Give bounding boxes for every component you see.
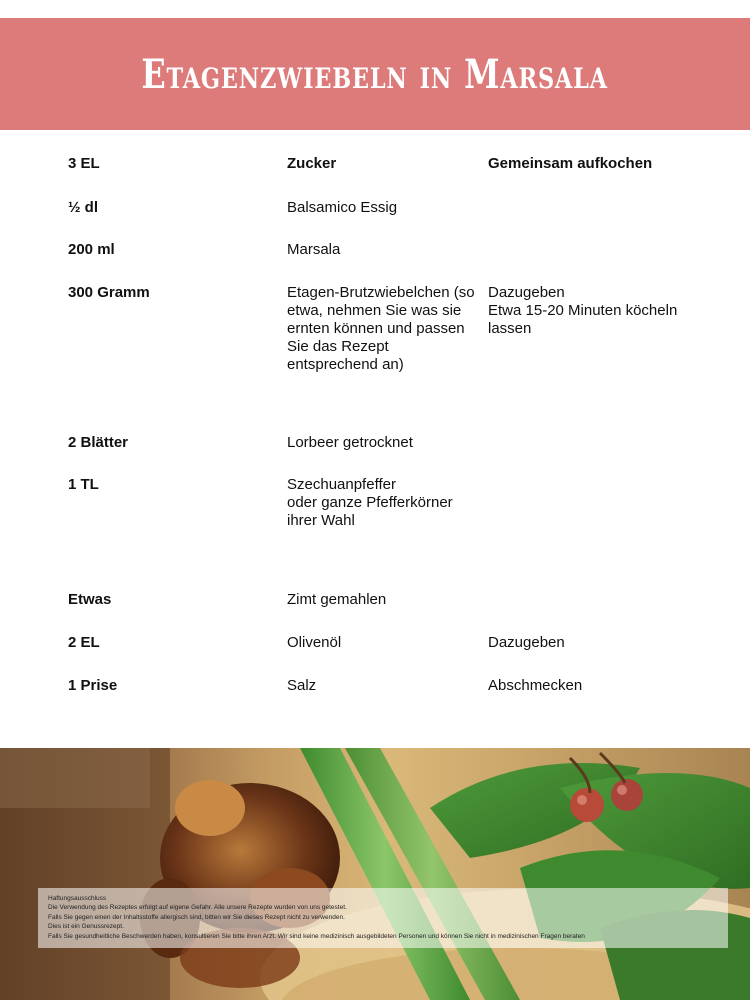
disclaimer-line: Die Verwendung des Rezeptes erfolgt auf eigene Gefahr. Alle unsere Rezepte wurden von uns getestet. (48, 904, 347, 912)
ingredient-amount: 2 Blätter (68, 434, 129, 451)
top-strip (0, 0, 750, 18)
ingredient-name: Lorbeer getrocknet (287, 434, 413, 451)
ingredient-name: Olivenöl (287, 634, 342, 651)
disclaimer-box (38, 888, 728, 948)
ingredient-amount: Etwas (68, 591, 112, 608)
ingredient-name: Marsala (287, 241, 341, 258)
ingredient-amount: 3 EL (68, 155, 100, 172)
ingredient-note: Abschmecken (488, 677, 583, 694)
ingredient-amount: 200 ml (68, 241, 115, 258)
ingredient-name: Balsamico Essig (287, 199, 398, 216)
disclaimer-heading: Haftungsausschluss (48, 895, 107, 902)
ingredient-note: Dazugeben (488, 634, 565, 651)
ingredient-name: Zimt gemahlen (287, 591, 387, 608)
ingredient-amount: 1 TL (68, 476, 99, 493)
ingredient-note: Gemeinsam aufkochen (488, 155, 653, 172)
recipe-title: Etagenzwiebeln in Marsala (141, 50, 609, 98)
ingredient-name: Zucker (287, 155, 337, 172)
ingredient-amount: 300 Gramm (68, 284, 150, 301)
ingredient-name: Etagen-Brutzwiebelchen (so etwa, nehmen Sie was sie ernten können und passen Sie das Rezept entsprechend an) (287, 284, 475, 373)
ingredient-name: Salz (287, 677, 317, 694)
food-photo (0, 748, 750, 1000)
ingredient-amount: 1 Prise (68, 677, 118, 694)
ingredient-note: Dazugeben Etwa 15-20 Minuten köcheln lassen (488, 284, 678, 337)
disclaimer-line: Falls Sie gegen einen der Inhaltsstoffe allergisch sind, bitten wir Sie dieses Rezept nicht zu verwenden. (48, 913, 345, 921)
title-band (0, 18, 750, 130)
ingredient-amount: 2 EL (68, 634, 100, 651)
disclaimer-line: Falls Sie gesundheitliche Beschwerden haben, konsultieren Sie bitte ihren Arzt. Wir sind keine medizinisch ausgebildeten Personen und können Sie nicht in medizinischen Fragen beraten (48, 932, 585, 940)
disclaimer-line: Dies ist ein Genussrezept. (48, 923, 124, 931)
food-photo-illustration (0, 748, 750, 1000)
ingredient-name: Szechuanpfeffer oder ganze Pfefferkörner ihrer Wahl (287, 476, 453, 529)
ingredient-amount: ½ dl (68, 199, 99, 216)
